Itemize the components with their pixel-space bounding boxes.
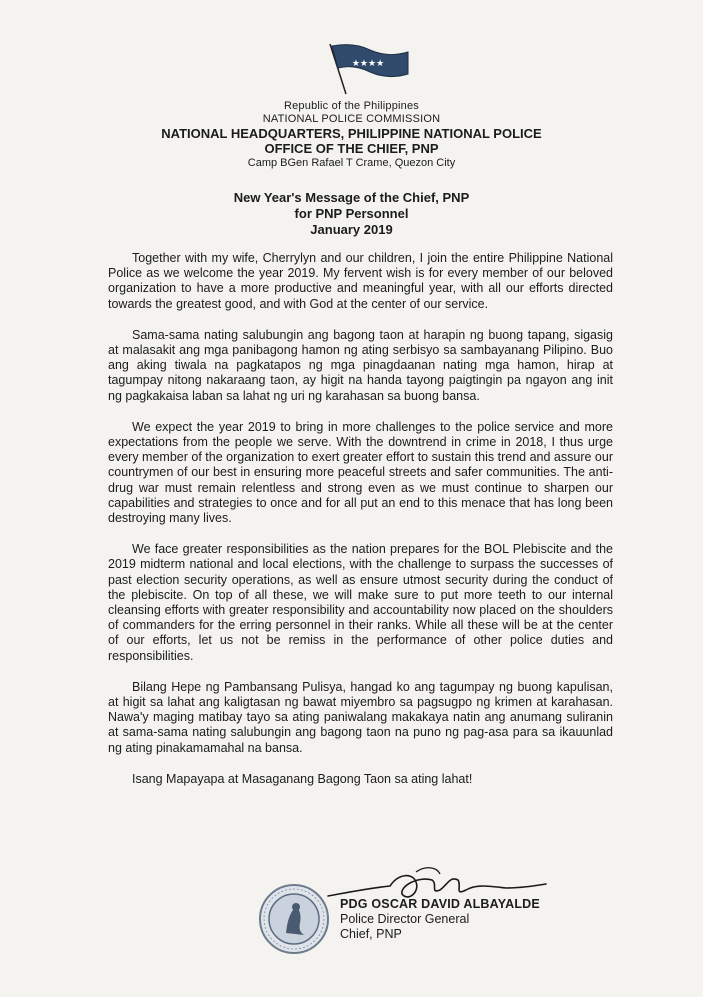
signature-block: [340, 897, 540, 942]
message-title: [0, 190, 703, 238]
title-line-2: for PNP Personnel: [294, 206, 409, 221]
closing-greeting: Isang Mapayapa at Masaganang Bagong Taon sa ating lahat!: [132, 771, 473, 786]
message-body: [108, 251, 613, 803]
title-line-3: January 2019: [310, 222, 393, 237]
headquarters-line: NATIONAL HEADQUARTERS, PHILIPPINE NATIONAL POLICE: [161, 126, 542, 141]
office-line: OFFICE OF THE CHIEF, PNP: [264, 141, 439, 156]
paragraph-4: We face greater responsibilities as the nation prepares for the BOL Plebiscite and the 2019 midterm national and local elections, with the challenge to surpass the successes of past election security operations, as well as ensure utmost security during the conduct of the plebiscite. On top of all these, we will make sure to put more teeth to our internal cleansing efforts with greater responsibility and accountability now placed on the shoulders of commanders for the erring personnel in their ranks. While all these will be at the center of our efforts, let us not be remiss in the performance of other police duties and responsibilities.: [108, 542, 613, 663]
signatory-rank: Police Director General: [340, 912, 470, 926]
paragraph-2: Sama-sama nating salubungin ang bagong taon at harapin ng buong tapang, sigasig at malasakit ang mga panibagong hamon ng ating serbisyo sa sambayanang Pilipino. Buo ang aking tiwala na pagkatapos ng mga pinagdaanan nating mga hamon, hirap at tagumpay nitong nakaraang taon, ay higit na handa tayong paigtingin pa ngayon ang init ng pagkakaisa laban sa lahat ng uri ng karahasan sa buong bansa.: [108, 327, 613, 403]
general-flag-icon: [324, 40, 410, 96]
signatory-name: PDG OSCAR DAVID ALBAYALDE: [340, 897, 540, 911]
letterhead: [0, 100, 703, 171]
address-line: Camp BGen Rafael T Crame, Quezon City: [247, 157, 456, 169]
title-line-1: New Year's Message of the Chief, PNP: [233, 190, 470, 205]
svg-text:★★★★: ★★★★: [351, 59, 385, 69]
paragraph-5: Bilang Hepe ng Pambansang Pulisya, hangad ko ang tagumpay ng buong kapulisan, at higit sa lahat ang kaligtasan ng bawat miyembro sa pagsugpo ng krimen at karahasan. Nawa'y maging matibay tayo sa ating paniwalang makakaya natin ang anumang suliranin at sama-sama nating salubungin ang bagong taon na puno ng pag-asa para sa ikauunlad ng ating pinakamamahal na bansa.: [108, 679, 613, 755]
paragraph-3: We expect the year 2019 to bring in more challenges to the police service and more expectations from the people we serve. With the downtrend in crime in 2018, I thus urge every member of the organization to exert greater effort to sustain this trend and assure our countrymen of our best in ensuring more peaceful streets and safer communities. The anti-drug war must remain relentless and strong even as we must continue to sharpen our capabilities and strategies to once and for all put an end to this menace that has long been destroying many lives.: [108, 419, 613, 526]
commission-line: NATIONAL POLICE COMMISSION: [262, 113, 441, 125]
signatory-position: Chief, PNP: [340, 927, 402, 941]
republic-line: Republic of the Philippines: [283, 100, 420, 112]
paragraph-1: Together with my wife, Cherrylyn and our children, I join the entire Philippine National Police as we welcome the year 2019. My fervent wish is for every member of our beloved organization to have a more productive and meaningful year, with all our efforts directed towards the greatest good, and with God at the center of our service.: [108, 251, 613, 311]
